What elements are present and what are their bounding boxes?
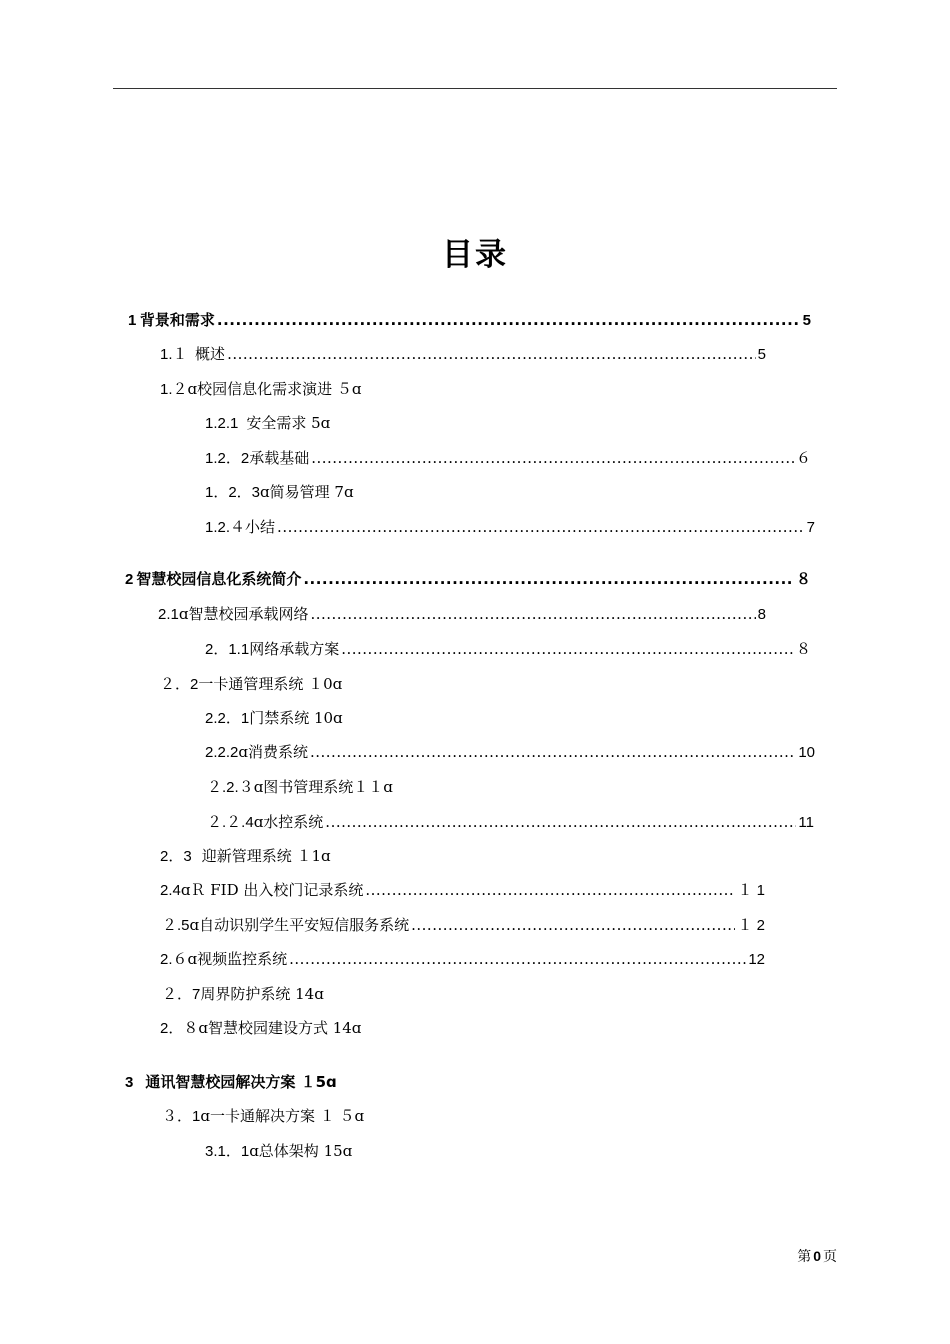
footer-prefix: 第 xyxy=(797,1249,812,1265)
toc-leader xyxy=(365,880,735,900)
toc-label: 网络承载方案 xyxy=(249,640,340,658)
toc-entry-1-2[interactable] xyxy=(160,379,362,400)
toc-number: 1.2. xyxy=(205,519,231,536)
toc-page: ８ xyxy=(795,571,811,588)
toc-label: 一卡通管理系统 １0ɑ xyxy=(198,675,343,693)
toc-entry-2-8[interactable] xyxy=(160,1018,361,1039)
toc-label: ɑ智慧校园建设方式 14ɑ xyxy=(198,1019,362,1037)
toc-leader xyxy=(411,915,735,935)
toc-label: 承载基础 xyxy=(249,449,310,467)
toc-leader xyxy=(341,639,794,659)
toc-page: 10 xyxy=(798,744,815,761)
toc-number: 2.1 xyxy=(158,606,179,623)
header-rule xyxy=(113,88,837,89)
toc-label: ɑ一卡通解决方案 １ ５ɑ xyxy=(200,1107,365,1125)
toc-entry-2-4[interactable] xyxy=(160,880,765,901)
toc-leader xyxy=(311,448,794,468)
toc-leader xyxy=(303,569,794,589)
toc-entry-2-2-2[interactable] xyxy=(205,742,815,763)
toc-entry-3[interactable] xyxy=(125,1072,337,1093)
toc-label: ɑ总体架构 15ɑ xyxy=(249,1142,353,1160)
toc-page: 5 xyxy=(757,346,766,363)
toc-label: ɑ校园信息化需求演进 ５ɑ xyxy=(187,380,362,398)
toc-page: ６ xyxy=(795,450,811,467)
toc-entry-2-2-3[interactable] xyxy=(207,777,393,798)
toc-label: ɑ图书管理系统１１ɑ xyxy=(253,778,393,796)
toc-label: 安全需求 5ɑ xyxy=(246,414,331,432)
toc-entry-2-3[interactable] xyxy=(160,846,331,867)
toc-entry-1-2-2[interactable] xyxy=(205,448,811,469)
toc-number: ２.5 xyxy=(162,917,190,934)
toc-leader xyxy=(325,812,796,832)
toc-number: 3 xyxy=(125,1074,134,1091)
toc-page: 5 xyxy=(802,312,811,329)
toc-leader xyxy=(310,604,755,624)
toc-number: 2．８ xyxy=(160,1020,199,1037)
toc-entry-1-2-1[interactable] xyxy=(205,413,330,434)
toc-entry-2-2[interactable] xyxy=(160,674,342,695)
toc-page: ８ xyxy=(795,641,811,658)
toc-number: 1 xyxy=(128,312,137,329)
toc-label: 通讯智慧校园解决方案 １5ɑ xyxy=(145,1073,337,1091)
toc-number: 2.2.2 xyxy=(205,744,239,761)
footer-page-number: 0 xyxy=(813,1248,821,1264)
toc-entry-1-2-3[interactable] xyxy=(205,482,354,503)
toc-leader xyxy=(310,742,796,762)
toc-label: ４小结 xyxy=(230,518,276,536)
toc-label: ɑ自动识别学生平安短信服务系统 xyxy=(189,916,410,934)
toc-entry-2-1[interactable] xyxy=(158,604,766,625)
toc-label: ɑ简易管理 7ɑ xyxy=(260,483,354,501)
toc-page: 11 xyxy=(798,814,814,831)
toc-page: １ 1 xyxy=(737,882,765,899)
toc-label: ɑ智慧校园承载网络 xyxy=(178,605,309,623)
toc-number: 2.2．1 xyxy=(205,710,250,727)
toc-label: 门禁系统 10ɑ xyxy=(249,709,343,727)
toc-label: 智慧校园信息化系统简介 xyxy=(136,570,302,588)
toc-entry-1-2-4[interactable] xyxy=(205,517,815,538)
toc-page: 8 xyxy=(757,606,766,623)
toc-label: 迎新管理系统 １1ɑ xyxy=(201,847,331,865)
toc-label: ɑ水控系统 xyxy=(253,813,324,831)
toc-entry-2-7[interactable] xyxy=(162,984,324,1005)
toc-number: 2 xyxy=(125,571,134,588)
toc-entry-3-1-1[interactable] xyxy=(205,1141,352,1162)
toc-number: 1.１ xyxy=(160,346,188,363)
toc-number: 2．3 xyxy=(160,848,192,865)
toc-number: ２．7 xyxy=(162,986,201,1003)
toc-number: ３．1 xyxy=(162,1108,201,1125)
page-footer xyxy=(797,1246,837,1266)
toc-number: 3.1．1 xyxy=(205,1143,250,1160)
toc-label: 背景和需求 xyxy=(139,311,215,329)
toc-leader xyxy=(217,310,801,330)
toc-number: 1．2．3 xyxy=(205,484,261,501)
page-title: 目录 xyxy=(442,237,508,273)
toc-number: 1.2．2 xyxy=(205,450,250,467)
toc-number: 1.2.1 xyxy=(205,415,239,432)
toc-entry-2-6[interactable] xyxy=(160,949,765,970)
toc-number: 2.６ xyxy=(160,951,188,968)
toc-entry-2[interactable] xyxy=(125,569,811,590)
toc-entry-1[interactable] xyxy=(128,310,811,331)
toc-number: 2．1.1 xyxy=(205,641,250,658)
toc-entry-2-2-1[interactable] xyxy=(205,708,343,729)
toc-label: 概述 xyxy=(195,345,226,363)
toc-number: ２.２.4 xyxy=(207,814,254,831)
toc-entry-1-1[interactable] xyxy=(160,344,766,365)
toc-entry-2-2-4[interactable] xyxy=(207,812,814,833)
toc-leader xyxy=(277,517,805,537)
toc-number: 1.２ xyxy=(160,381,188,398)
toc-page: 12 xyxy=(748,951,765,968)
toc-number: 2.4 xyxy=(160,882,181,899)
toc-number: ２．2 xyxy=(160,676,199,693)
toc-label: 周界防护系统 14ɑ xyxy=(200,985,324,1003)
toc-label: ɑ消费系统 xyxy=(238,743,308,761)
toc-leader xyxy=(289,949,746,969)
toc-leader xyxy=(227,344,756,364)
toc-page: 7 xyxy=(806,519,815,536)
toc-page: １ 2 xyxy=(737,917,765,934)
toc-number: ２.2.３ xyxy=(207,779,254,796)
footer-suffix: 页 xyxy=(823,1249,837,1265)
toc-entry-2-1-1[interactable] xyxy=(205,639,811,660)
toc-entry-3-1[interactable] xyxy=(162,1106,364,1127)
toc-label: ɑ视频监控系统 xyxy=(187,950,288,968)
toc-label: ɑＲ FID 出入校门记录系统 xyxy=(180,881,364,899)
toc-entry-2-5[interactable] xyxy=(162,915,765,936)
